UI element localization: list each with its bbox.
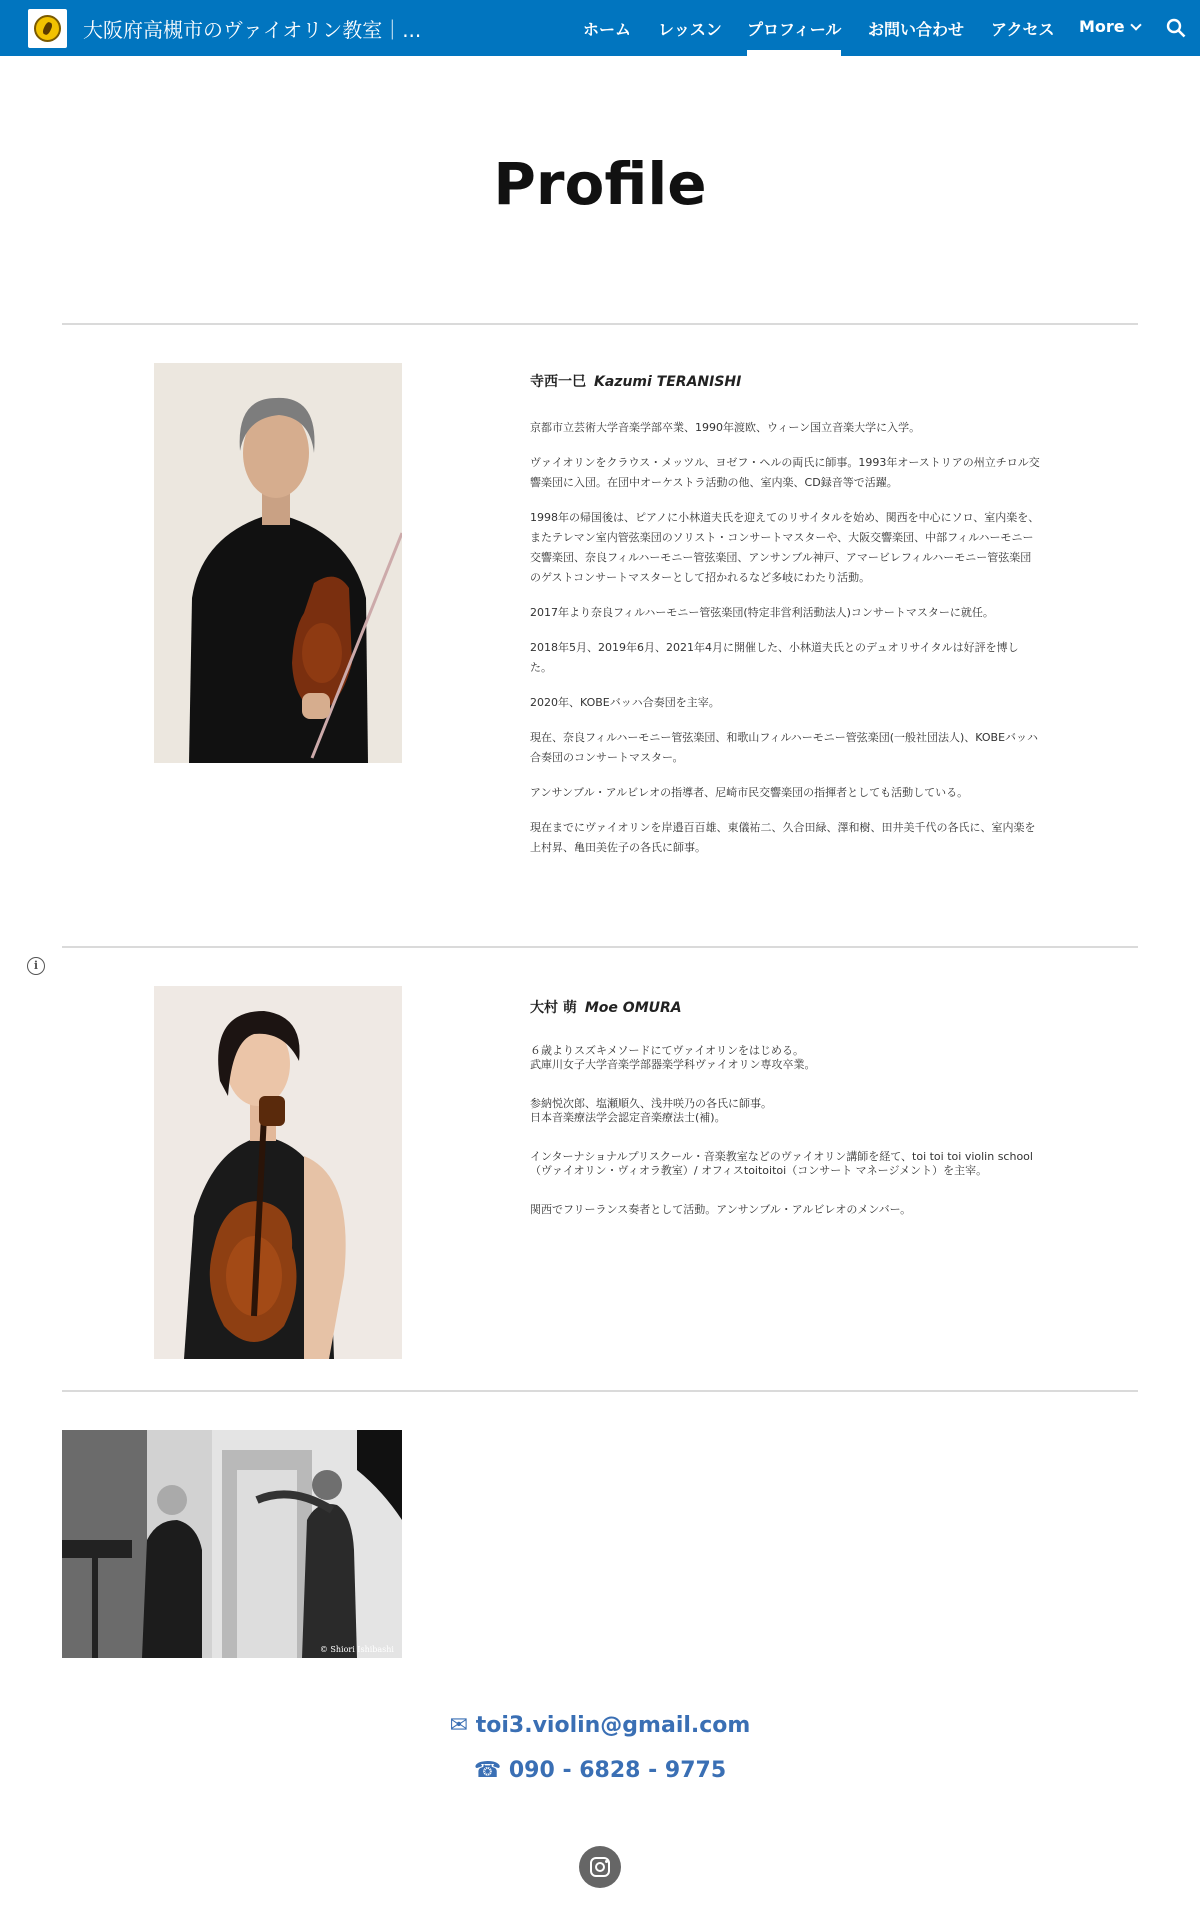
teranishi-name bbox=[530, 372, 1040, 392]
teranishi-photo bbox=[154, 363, 402, 763]
site-title[interactable]: 大阪府高槻市のヴァイオリン教室｜... bbox=[83, 18, 422, 42]
page-title: Profile bbox=[493, 150, 707, 218]
nav-profile[interactable]: プロフィール bbox=[747, 17, 841, 40]
nav-more[interactable] bbox=[1079, 17, 1140, 36]
photo-credit: © Shiori Ishibashi bbox=[319, 1645, 394, 1654]
phone-link[interactable]: ☎ 090 - 6828 - 9775 bbox=[473, 1758, 727, 1783]
nav-home[interactable]: ホーム bbox=[583, 20, 632, 39]
bio-paragraph: 2017年より奈良フィルハーモニー管弦楽団(特定非営利活動法人)コンサートマスターに就任。 bbox=[530, 606, 994, 619]
site-logo[interactable] bbox=[28, 9, 67, 48]
omura-name-en: Moe OMURA bbox=[584, 1000, 682, 1016]
search-icon[interactable] bbox=[1166, 18, 1186, 38]
bio-paragraph: ヴァイオリンをクラウス・メッツル、ヨゼフ・ヘルの両氏に師事。1993年オーストリアの州立チロル交響楽団に入団。在団中オーケストラ活動の他、室内楽、CD録音等で活躍。 bbox=[530, 456, 1040, 489]
chevron-down-icon bbox=[1130, 19, 1141, 30]
omura-photo bbox=[154, 986, 402, 1359]
section-divider bbox=[62, 946, 1138, 948]
info-icon[interactable]: i bbox=[27, 957, 45, 975]
bio-paragraph: 現在までにヴァイオリンを岸邉百百雄、東儀祐二、久合田緑、澤和樹、田井美千代の各氏に、室内楽を上村昇、亀田美佐子の各氏に師事。 bbox=[530, 821, 1036, 854]
nav-contact[interactable]: お問い合わせ bbox=[868, 20, 965, 39]
nav-more-label: More bbox=[1079, 17, 1125, 36]
omura-bio bbox=[530, 998, 1040, 1242]
bio-paragraph: 関西でフリーランス奏者として活動。アンサンブル・アルビレオのメンバー。 bbox=[530, 1203, 912, 1216]
omura-name bbox=[530, 998, 1040, 1018]
bio-paragraph: ６歳よりスズキメソードにてヴァイオリンをはじめる。 武庫川女子大学音楽学部器楽学科ヴァイオリン専攻卒業。 bbox=[530, 1044, 816, 1071]
bio-paragraph: インターナショナルプリスクール・音楽教室などのヴァイオリン講師を経て、toi toi toi violin school（ヴァイオリン・ヴィオラ教室）/ オフィスtoitoitoi（コンサート マネージメント）を主宰。 bbox=[530, 1150, 1033, 1177]
bio-paragraph: 参納悦次郎、塩瀬順久、浅井咲乃の各氏に師事。 日本音楽療法学会認定音楽療法士(補)。 bbox=[530, 1097, 772, 1124]
section-divider bbox=[62, 1390, 1138, 1392]
bio-paragraph: 2018年5月、2019年6月、2021年4月に開催した、小林道夫氏とのデュオリサイタルは好評を博した。 bbox=[530, 641, 1019, 674]
teranishi-name-en: Kazumi TERANISHI bbox=[594, 374, 742, 390]
bio-paragraph: 1998年の帰国後は、ピアノに小林道夫氏を迎えてのリサイタルを始め、関西を中心にソロ、室内楽を、またテレマン室内管弦楽団のソリスト・コンサートマスターや、大阪交響楽団、中部フィルハーモニー交響楽団、奈良フィルハーモニー管弦楽団、アンサンブル神戸、アマービレフィルハーモニー管弦楽団のゲストコンサートマスターとして招かれるなど多岐にわたり活動。 bbox=[530, 511, 1040, 584]
instagram-icon[interactable] bbox=[579, 1846, 621, 1888]
nav-access[interactable]: アクセス bbox=[991, 20, 1055, 39]
nav-lesson[interactable]: レッスン bbox=[658, 20, 722, 39]
bio-paragraph: 現在、奈良フィルハーモニー管弦楽団、和歌山フィルハーモニー管弦楽団(一般社団法人)、KOBEバッハ合奏団のコンサートマスター。 bbox=[530, 731, 1039, 764]
teranishi-bio bbox=[530, 372, 1040, 873]
bio-paragraph: アンサンブル・アルビレオの指導者、尼崎市民交響楽団の指揮者としても活動している。 bbox=[530, 786, 969, 799]
email-link[interactable]: ✉ toi3.violin@gmail.com bbox=[449, 1713, 751, 1738]
section-divider bbox=[62, 323, 1138, 325]
duo-performance-photo bbox=[62, 1430, 402, 1658]
bio-paragraph: 京都市立芸術大学音楽学部卒業、1990年渡欧、ウィーン国立音楽大学に入学。 bbox=[530, 421, 921, 434]
site-header bbox=[0, 0, 1200, 56]
violin-seal-icon bbox=[34, 15, 61, 42]
omura-name-jp: 大村 萌 bbox=[530, 1000, 577, 1016]
bio-paragraph: 2020年、KOBEバッハ合奏団を主宰。 bbox=[530, 696, 720, 709]
teranishi-name-jp: 寺西一巳 bbox=[530, 374, 586, 390]
